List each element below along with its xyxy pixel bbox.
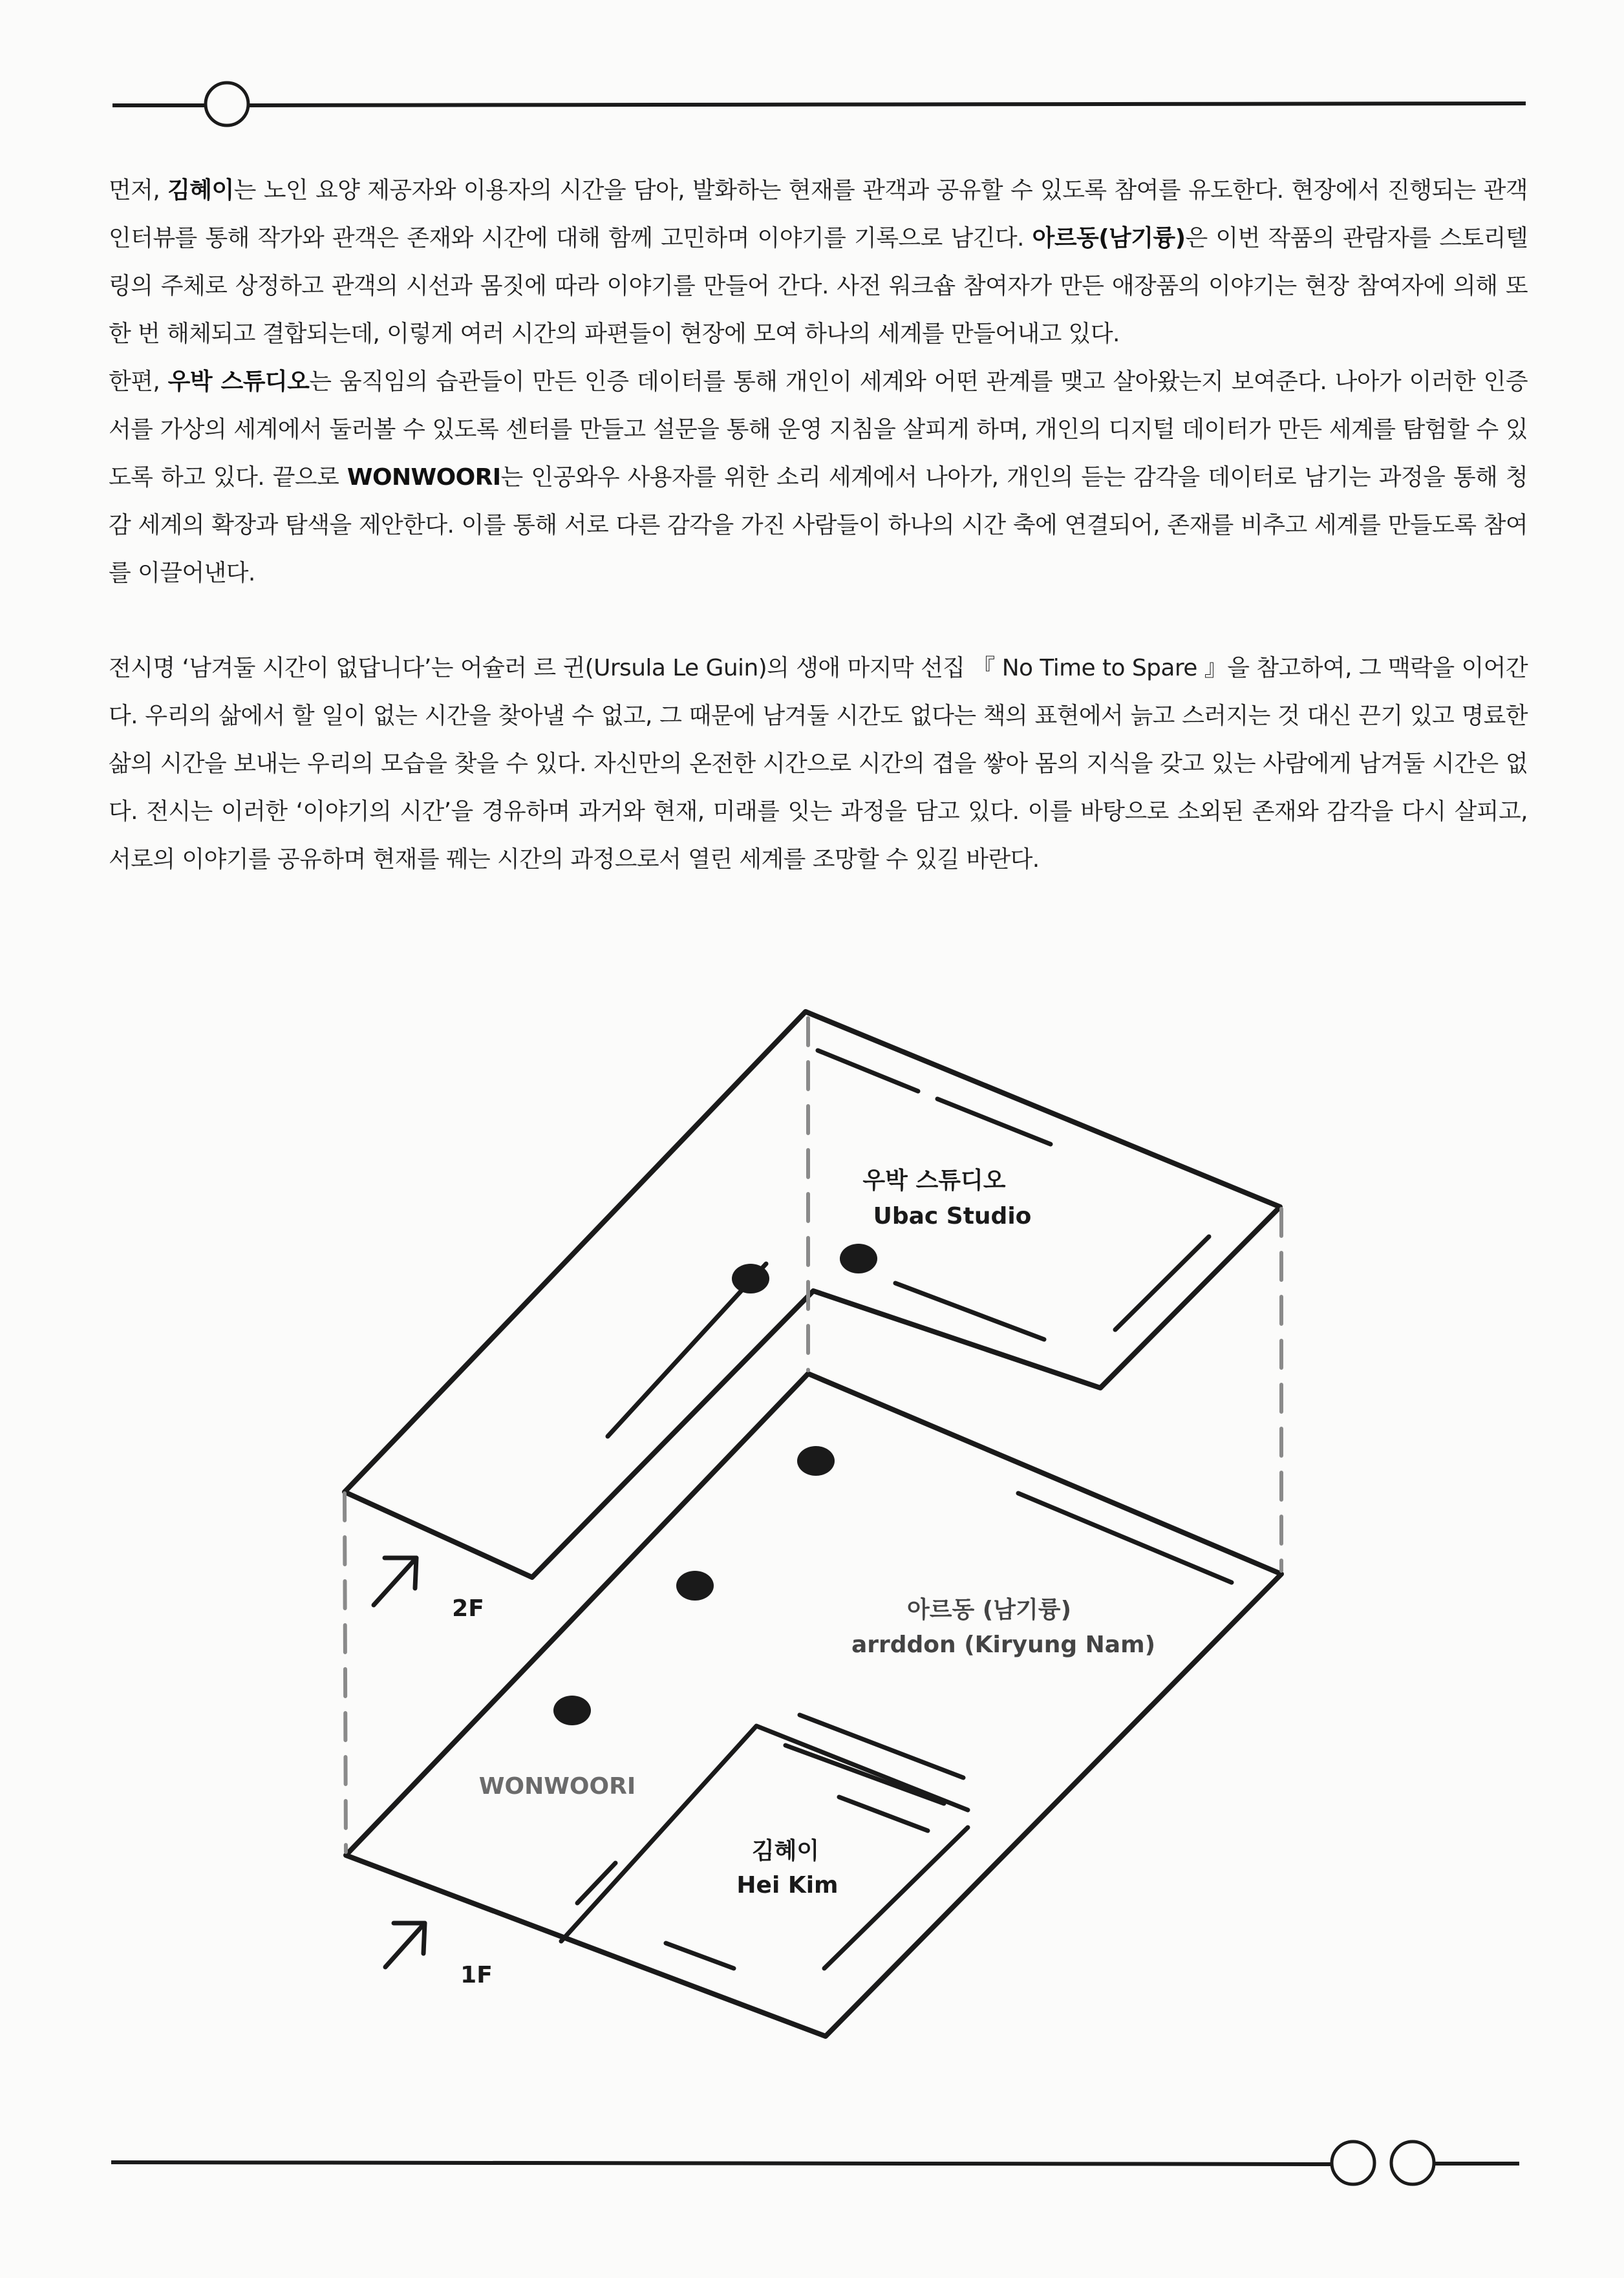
artist-name-wonwoori: WONWOORI xyxy=(347,464,501,491)
label-wonwoori: WONWOORI xyxy=(478,1773,636,1800)
artist-name-ubac: 우박 스튜디오 xyxy=(167,368,310,395)
artist-name-arrddon: 아르동(남기륭) xyxy=(1032,225,1186,251)
bottom-rule-circle xyxy=(1332,2142,1374,2184)
label-heikim-en: Hei Kim xyxy=(736,1872,839,1899)
bottom-rule-circle xyxy=(1391,2142,1434,2184)
artist-name-heikim: 김혜이 xyxy=(167,177,234,204)
floor-label-1f: 1F xyxy=(460,1962,493,1988)
exhibition-title-paragraph: 전시명 ‘남겨둘 시간이 없답니다’는 어슐러 르 귄(Ursula Le Guin)의 생애 마지막 선집 『 No Time to Spare 』을 참고하여, 그 맥락을 이어간다. 우리의 삶에서 할 일이 없는 시간을 찾아낼 수 없고, 그 때문에 남겨둘 시간도 없다는 책의 표현에서 늙고 스러지는 것 대신 끈기 있고 명료한 삶의 시간을 보내는 우리의 모습을 찾을 수 있다. 자신만의 온전한 시간으로 시간의 겹을 쌓아 몸의 지식을 갖고 있는 사람에게 남겨둘 시간은 없다. 전시는 이러한 ‘이야기의 시간’을 경유하며 과거와 현재, 미래를 잇는 과정을 담고 있다. 이를 바탕으로 소외된 존재와 감각을 다시 살피고, 서로의 이야기를 공유하며 현재를 꿰는 시간의 과정으로서 열린 세계를 조망할 수 있길 바란다. xyxy=(109,655,1528,873)
intro-paragraph-1: 먼저, 김혜이는 노인 요양 제공자와 이용자의 시간을 담아, 발화하는 현재를 관객과 공유할 수 있도록 참여를 유도한다. 현장에서 진행되는 관객 인터뷰를 통해 작가와 관객은 존재와 시간에 대해 함께 고민하며 이야기를 기록으로 남긴다. 아르동(남기륭)은 이번 작품의 관람자를 스토리텔링의 주체로 상정하고 관객의 시선과 몸짓에 따라 이야기를 만들어 간다. 사전 워크숍 참여자가 만든 애장품의 이야기는 현장 참여자에 의해 또 한 번 해체되고 결합되는데, 이렇게 여러 시간의 파편들이 현장에 모여 하나의 세계를 만들어내고 있다. xyxy=(109,177,1528,347)
label-arrddon-ko: 아르동 (남기륭) xyxy=(906,1597,1072,1623)
floor-label-2f: 2F xyxy=(452,1595,484,1622)
label-ubac-en: Ubac Studio xyxy=(873,1203,1032,1229)
intro-paragraph-2: 한편, 우박 스튜디오는 움직임의 습관들이 만든 인증 데이터를 통해 개인이 세계와 어떤 관계를 맺고 살아왔는지 보여준다. 나아가 이러한 인증서를 가상의 세계에서 둘러볼 수 있도록 센터를 만들고 설문을 통해 운영 지침을 살피게 하며, 개인의 디지털 데이터가 만든 세계를 탐험할 수 있도록 하고 있다. 끝으로 WONWOORI는 인공와우 사용자를 위한 소리 세계에서 나아가, 개인의 듣는 감각을 데이터로 남기는 과정을 통해 청감 세계의 확장과 탐색을 제안한다. 이를 통해 서로 다른 감각을 가진 사람들이 하나의 시간 축에 연결되어, 존재를 비추고 세계를 만들도록 참여를 이끌어낸다. xyxy=(109,368,1528,586)
label-arrddon-en: arrddon (Kiryung Nam) xyxy=(851,1632,1156,1658)
label-ubac-ko: 우박 스튜디오 xyxy=(862,1167,1006,1194)
label-heikim-ko: 김혜이 xyxy=(751,1838,820,1864)
